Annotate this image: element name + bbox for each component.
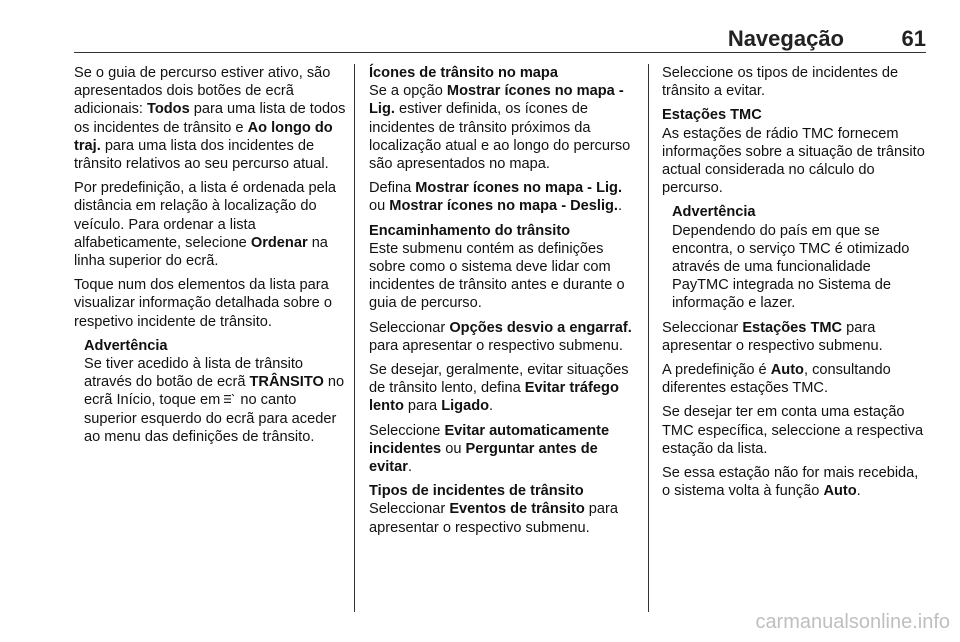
column-1 xyxy=(74,64,346,452)
paragraph: A predefinição é Auto, consultando diferentes estações TMC. xyxy=(662,362,891,397)
paragraph: Se a opção Mostrar ícones no mapa - Lig. estiver definida, os ícones de incidentes de trânsito próximos da localização atual e ao longo do percurso são apresentados no mapa. xyxy=(369,83,631,173)
section-heading: Ícones de trânsito no mapa xyxy=(369,65,558,81)
paragraph: Seleccione os tipos de incidentes de trânsito a evitar. xyxy=(662,65,899,100)
page-header xyxy=(74,26,926,50)
header-rule xyxy=(74,52,926,53)
paragraph: Se o guia de percurso estiver ativo, são apresentados dois botões de ecrã adicionais: Todos para uma lista de todos os incidentes de trânsito e Ao longo do traj. para uma lista dos incidentes de trânsito relativos ao seu percurso atual. xyxy=(74,65,346,173)
section-heading: Encaminhamento do trânsito xyxy=(369,222,571,239)
column-3 xyxy=(662,64,928,506)
watermark: carmanualsonline.info xyxy=(755,611,950,633)
paragraph: Seleccionar Opções desvio a engarraf. para apresentar o respectivo submenu. xyxy=(369,319,632,354)
paragraph: Toque num dos elementos da lista para visualizar informação detalhada sobre o respetivo incidente de trânsito. xyxy=(74,277,332,330)
paragraph: Se desejar ter em conta uma estação TMC específica, seleccione a respectiva estação da lista. xyxy=(662,404,924,457)
paragraph: Seleccionar Eventos de trânsito para apresentar o respectivo submenu. xyxy=(369,501,619,536)
menu-icon xyxy=(224,394,234,404)
section-heading: Estações TMC xyxy=(662,107,762,124)
paragraph: Seleccionar Estações TMC para apresentar o respectivo submenu. xyxy=(662,319,883,354)
paragraph: Este submenu contém as definições sobre como o sistema deve lidar com incidentes de trânsito antes e durante o guia de percurso. xyxy=(369,240,625,312)
column-2 xyxy=(369,64,639,543)
page-title: Navegação xyxy=(727,26,844,51)
paragraph: Defina Mostrar ícones no mapa - Lig. ou Mostrar ícones no mapa - Deslig.. xyxy=(369,180,623,215)
note-box xyxy=(672,203,928,312)
note-text: Dependendo do país em que se encontra, o serviço TMC é otimizado através de uma funcionalidade PayTMC integrada no Sistema de informação e lazer. xyxy=(672,222,910,312)
term-transito: TRÂNSITO xyxy=(249,374,324,391)
note-title: Advertência xyxy=(672,204,756,221)
paragraph: Se essa estação não for mais recebida, o sistema volta à função Auto. xyxy=(662,465,919,500)
note-text: Se tiver acedido à lista de trânsito através do botão de ecrã TRÂNSITO no ecrã Início, toque em no canto superior esquerdo do ecrã para aceder ao menu das definições de trânsito. xyxy=(84,356,345,445)
note-title: Advertência xyxy=(84,337,168,354)
term-todos: Todos xyxy=(147,101,190,118)
paragraph: Seleccione Evitar automaticamente incidentes ou Perguntar antes de evitar. xyxy=(369,422,610,476)
term-ordenar: Ordenar xyxy=(250,234,308,251)
section-heading: Tipos de incidentes de trânsito xyxy=(369,483,584,500)
column-divider-1 xyxy=(354,64,355,612)
paragraph: Por predefinição, a lista é ordenada pela distância em relação à localização do veículo. Para ordenar a lista alfabeticamente, selecione Ordenar na linha superior do ecrã. xyxy=(74,180,337,270)
note-box xyxy=(84,337,346,446)
column-divider-2 xyxy=(648,64,649,612)
term-ao-longo: Ao longo do traj. xyxy=(74,119,333,154)
paragraph: As estações de rádio TMC fornecem informações sobre a situação de trânsito actual considerada no cálculo do percurso. xyxy=(662,125,925,197)
page-number: 61 xyxy=(901,26,926,51)
paragraph: Se desejar, geralmente, evitar situações de trânsito lento, defina Evitar tráfego lento para Ligado. xyxy=(369,362,629,415)
